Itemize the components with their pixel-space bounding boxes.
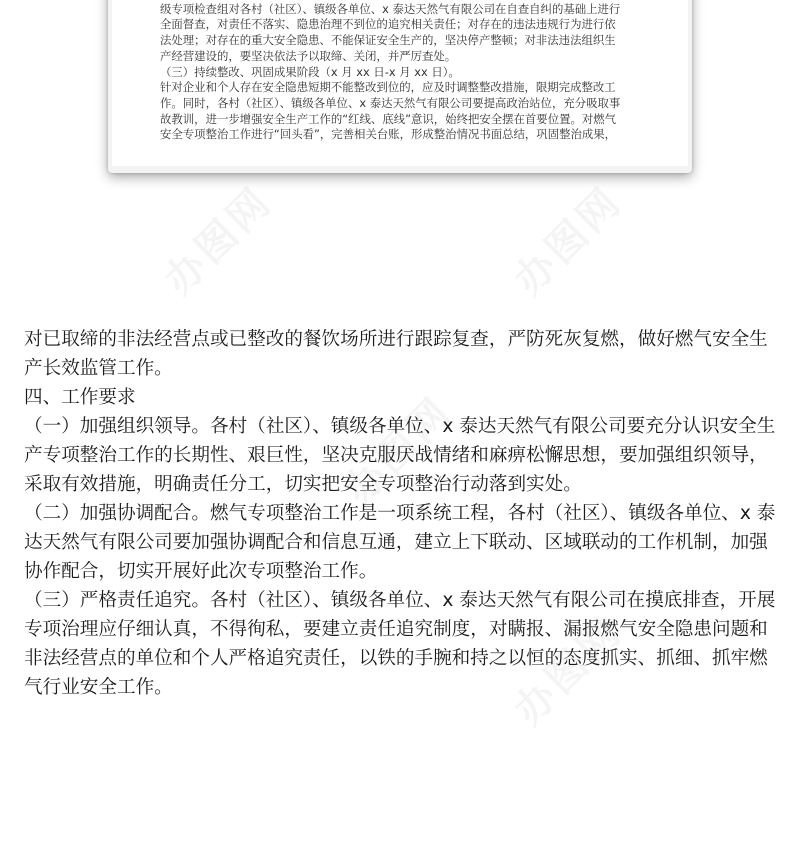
preview-line: 安全专项整治工作进行“回头看”，完善相关台账，形成整治情况书面总结，巩固整治成果，: [160, 127, 617, 142]
body-line: 非法经营点的单位和个人严格追究责任，以铁的手腕和持之以恒的态度抓实、抓细、抓牢燃: [24, 648, 768, 669]
section-heading: 四、工作要求: [24, 387, 136, 408]
body-line: 产专项整治工作的长期性、艰巨性，坚决克服厌战情绪和麻痹松懈思想，要加强组织领导，: [24, 445, 768, 466]
body-line: 采取有效措施，明确责任分工，切实把安全专项整治行动落到实处。: [24, 474, 582, 495]
body-line: （二）加强协调配合。燃气专项整治工作是一项系统工程，各村（社区）、镇级各单位、x 泰: [24, 503, 776, 524]
body-line: 专项治理应仔细认真，不得徇私，要建立责任追究制度，对瞒报、漏报燃气安全隐患问题和: [24, 619, 768, 640]
document-preview-page: [112, 0, 688, 166]
body-line: （一）加强组织领导。各村（社区）、镇级各单位、x 泰达天然气有限公司要充分认识安全生: [24, 416, 776, 437]
watermark: 办图网: [335, 388, 462, 514]
body-line: （三）严格责任追究。各村（社区）、镇级各单位、x 泰达天然气有限公司在摸底排查，开展: [24, 590, 776, 611]
preview-line: 故教训，进一步增强安全生产工作的“红线、底线”意识，始终把安全摆在首要位置。对燃气: [160, 111, 617, 126]
preview-line: 产经营建设的，要坚决依法予以取缔、关闭，并严厉查处。: [160, 48, 457, 63]
preview-line: （三）持续整改、巩固成果阶段（x 月 xx 日-x 月 xx 日）。: [160, 64, 460, 79]
preview-line: 针对企业和个人存在安全隐患短期不能整改到位的，应及时调整整改措施，限期完成整改工: [160, 80, 616, 95]
body-line: 产长效监管工作。: [24, 358, 173, 379]
preview-line: 作。同时，各村（社区）、镇级各单位、x 泰达天然气有限公司要提高政治站位，充分吸取事: [160, 95, 621, 110]
preview-line: 全面督查，对责任不落实、隐患治理不到位的追究相关责任；对存在的违法违规行为进行依: [160, 17, 616, 32]
watermark: 办图网: [505, 178, 632, 304]
body-line: 对已取缔的非法经营点或已整改的餐饮场所进行跟踪复查，严防死灰复燃，做好燃气安全生: [24, 329, 768, 350]
watermark: 办图网: [155, 178, 282, 304]
watermark: 办图网: [505, 608, 632, 734]
document-preview-text: [160, 0, 642, 143]
preview-line: 法处理；对存在的重大安全隐患、不能保证安全生产的，坚决停产整顿；对非法违法组织生: [160, 33, 616, 48]
document-body: [24, 325, 778, 702]
body-line: 气行业安全工作。: [24, 677, 173, 698]
preview-line: 级专项检查组对各村（社区）、镇级各单位、x 泰达天然气有限公司在自查自纠的基础上进行: [160, 1, 621, 16]
body-line: 达天然气有限公司要加强协调配合和信息互通，建立上下联动、区域联动的工作机制，加强: [24, 532, 768, 553]
body-line: 协作配合，切实开展好此次专项整治工作。: [24, 561, 378, 582]
